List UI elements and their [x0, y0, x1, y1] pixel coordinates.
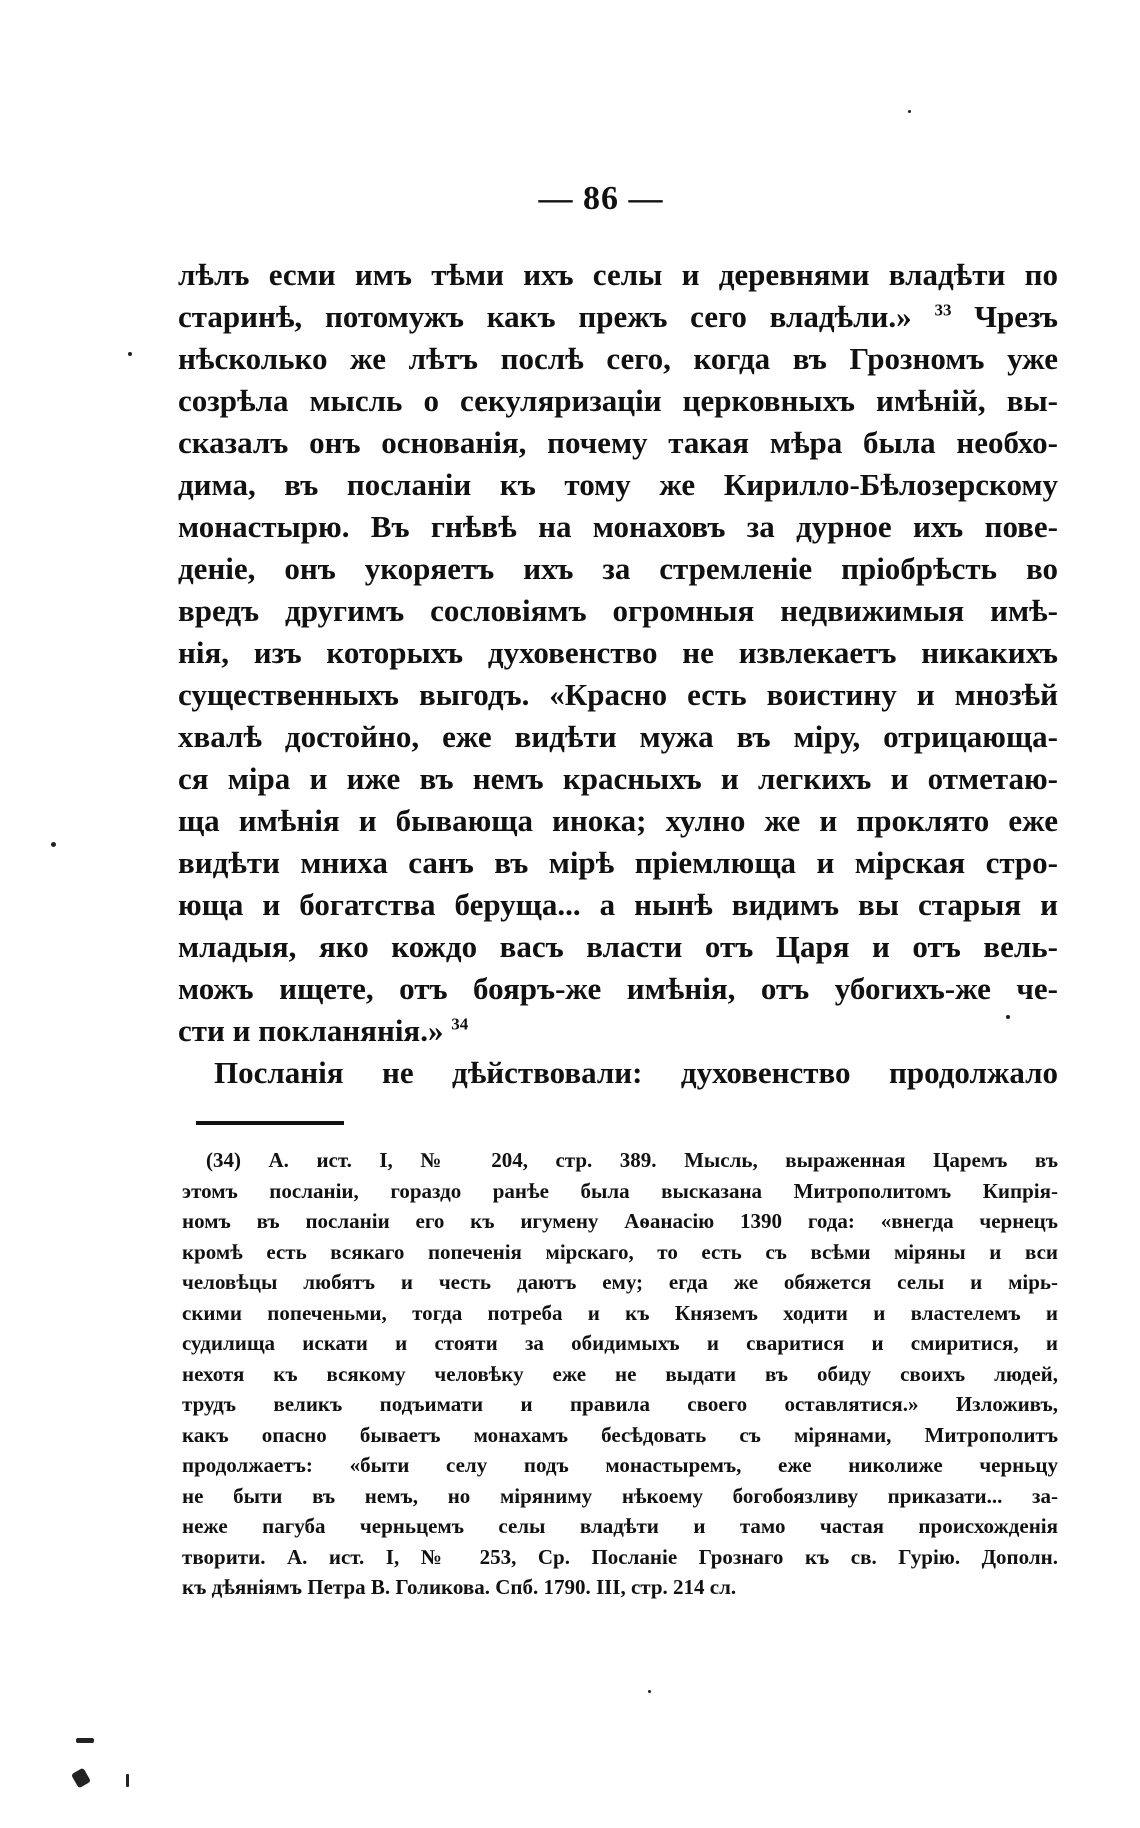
footnote-line [182, 1572, 1058, 1603]
footnote-line [182, 1145, 1058, 1176]
body-text-line-text: ща имѣнія и бывающа инока; хулно же и проклято еже [178, 803, 1058, 838]
body-text-line [178, 380, 1058, 422]
footnote-line [182, 1420, 1058, 1451]
footnote-line-text: нехотя къ всякому человѣку еже не выдати въ обиду своихъ людей, [182, 1361, 1058, 1386]
body-text-line [178, 716, 1058, 758]
footnote-line-text: творити. А. ист. I, № 253, Ср. Посланіе Грознаго къ св. Гурію. Дополн. [182, 1544, 1058, 1569]
body-text-line-text: можъ ищете, отъ бояръ-же имѣнія, отъ убогихъ-же че- [178, 971, 1058, 1006]
footnote-line-text: номъ въ посланіи его къ игумену Аѳанасію 1390 года: «внегда чернецъ [182, 1209, 1058, 1233]
body-text-line [178, 422, 1058, 464]
body-text-line-text: монастырю. Въ гнѣвѣ на монаховъ за дурное ихъ пове- [178, 509, 1058, 544]
scan-speck [71, 1768, 91, 1789]
body-text-line-text: Посланія не дѣйствовали: духовенство продолжало [214, 1055, 1058, 1090]
body-text-line [178, 632, 1058, 674]
footnote-line-text: скими попеченьми, тогда потреба и къ Княземъ ходити и властелемъ и [182, 1300, 1058, 1325]
body-text-line [178, 548, 1058, 590]
scan-speck [908, 110, 911, 113]
footnote-line-text: человѣцы любятъ и честь даютъ ему; егда же обяжется селы и мірь- [182, 1270, 1058, 1294]
scan-speck [1006, 1015, 1010, 1019]
footnote-line-text: (34) А. ист. I, № 204, стр. 389. Мысль, выраженная Царемъ въ [206, 1148, 1058, 1172]
body-text-line-text: ся міра и иже въ немъ красныхъ и легкихъ и отметаю- [178, 761, 1058, 796]
footnote-line [182, 1359, 1058, 1390]
body-text-line-text: видѣти мниха санъ въ мірѣ пріемлюща и мірская стро- [178, 845, 1058, 880]
body-text-line [178, 506, 1058, 548]
body-text-line-text: нія, изъ которыхъ духовенство не извлекаетъ никакихъ [178, 635, 1058, 670]
scan-speck [126, 1774, 129, 1787]
footnote-marker: 33 [934, 300, 952, 320]
body-text-line-text: нѣсколько же лѣтъ послѣ сего, когда въ Грозномъ уже [178, 341, 1058, 376]
body-text-line-text: сти и покланянія.» [178, 1013, 452, 1048]
body-text-line [178, 464, 1058, 506]
footnote-separator [196, 1121, 344, 1125]
footnote-line [182, 1481, 1058, 1512]
body-text-line [178, 1010, 1058, 1052]
body-text-line-text: созрѣла мысль о секуляризаціи церковныхъ имѣній, вы- [178, 383, 1058, 418]
body-text-line [178, 842, 1058, 884]
footnote-line [182, 1206, 1058, 1237]
body-text-line [178, 968, 1058, 1010]
footnote-line [182, 1542, 1058, 1573]
footnote-line-text: этомъ посланіи, гораздо ранѣе была высказана Митрополитомъ Кипрія- [182, 1178, 1058, 1203]
body-text-line [178, 254, 1058, 296]
footnote-line-text: судилища искати и стояти за обидимыхъ и сваритися и смиритися, и [182, 1331, 1058, 1355]
footnote-line-text: неже пагуба черньцемъ селы владѣти и тамо частая происхожденія [182, 1514, 1058, 1538]
footnote-line [182, 1298, 1058, 1329]
footnote-line-text: къ дѣяніямъ Петра В. Голикова. Спб. 1790. III, стр. 214 сл. [182, 1575, 737, 1599]
body-text-line [178, 338, 1058, 380]
scan-speck [76, 1738, 94, 1743]
body-text-line-text: лѣлъ есми имъ тѣми ихъ селы и деревнями владѣти по [178, 257, 1058, 292]
body-text-line [178, 800, 1058, 842]
body-text-line-text: Чрезъ [951, 299, 1058, 334]
body-text-line-text: дима, въ посланіи къ тому же Кирилло-Бѣлозерскому [178, 467, 1058, 502]
body-text-line [178, 674, 1058, 716]
body-text-line [178, 1052, 1058, 1094]
body-text-line [178, 926, 1058, 968]
footnote-line [182, 1176, 1058, 1207]
footnote-line-text: трудъ великъ подъимати и правила своего оставлятися.» Изложивъ, [182, 1392, 1058, 1416]
body-text-line [178, 758, 1058, 800]
body-text-line [178, 296, 1058, 338]
footnote-line [182, 1237, 1058, 1268]
footnotes [182, 1145, 1058, 1603]
body-text-line [178, 884, 1058, 926]
body-text-line-text: юща и богатства берущa... а нынѣ видимъ вы старыя и [178, 887, 1058, 922]
page-number: — 86 — [538, 180, 664, 217]
scan-speck [51, 842, 56, 847]
footnote-line-text: кромѣ есть всякаго попеченія мірскаго, то есть съ всѣми міряны и вси [182, 1239, 1058, 1264]
footnote-marker: 34 [451, 1014, 469, 1034]
body-text-line-text: вредъ другимъ сословіямъ огромныя недвижимыя имѣ- [178, 593, 1058, 628]
body-text-line-text: хвалѣ достойно, еже видѣти мужа въ міру, отрицающа- [178, 719, 1058, 754]
body-text-line-text: сказалъ онъ основанія, почему такая мѣра была необхо- [178, 425, 1058, 460]
scan-speck [128, 352, 132, 356]
footnote-line-text: какъ опасно бываетъ монахамъ бесѣдовать съ мірянами, Митрополитъ [182, 1422, 1058, 1447]
footnote-line [182, 1450, 1058, 1481]
body-text-line [178, 590, 1058, 632]
body-text-line-text: младыя, яко кождо васъ власти отъ Царя и отъ вель- [178, 929, 1058, 964]
footnote-line-text: продолжаетъ: «быти селу подъ монастыремъ, еже николиже черньцу [182, 1453, 1058, 1477]
body-text-line-text: деніе, онъ укоряетъ ихъ за стремленіе пріобрѣсть во [178, 551, 1058, 586]
body-text-line-text: существенныхъ выгодъ. «Красно есть воистину и мнозѣй [178, 677, 1058, 712]
scan-speck [648, 1690, 651, 1693]
footnote-line-text: не быти въ немъ, но міряниму нѣкоему богобоязливу приказати... за- [182, 1483, 1058, 1508]
body-text-line-text: старинѣ, потомужъ какъ прежъ сего владѣли.» [178, 299, 935, 334]
main-text [178, 254, 1058, 1094]
footnote-line [182, 1267, 1058, 1298]
footnote-line [182, 1511, 1058, 1542]
footnote-line [182, 1328, 1058, 1359]
footnote-line [182, 1389, 1058, 1420]
